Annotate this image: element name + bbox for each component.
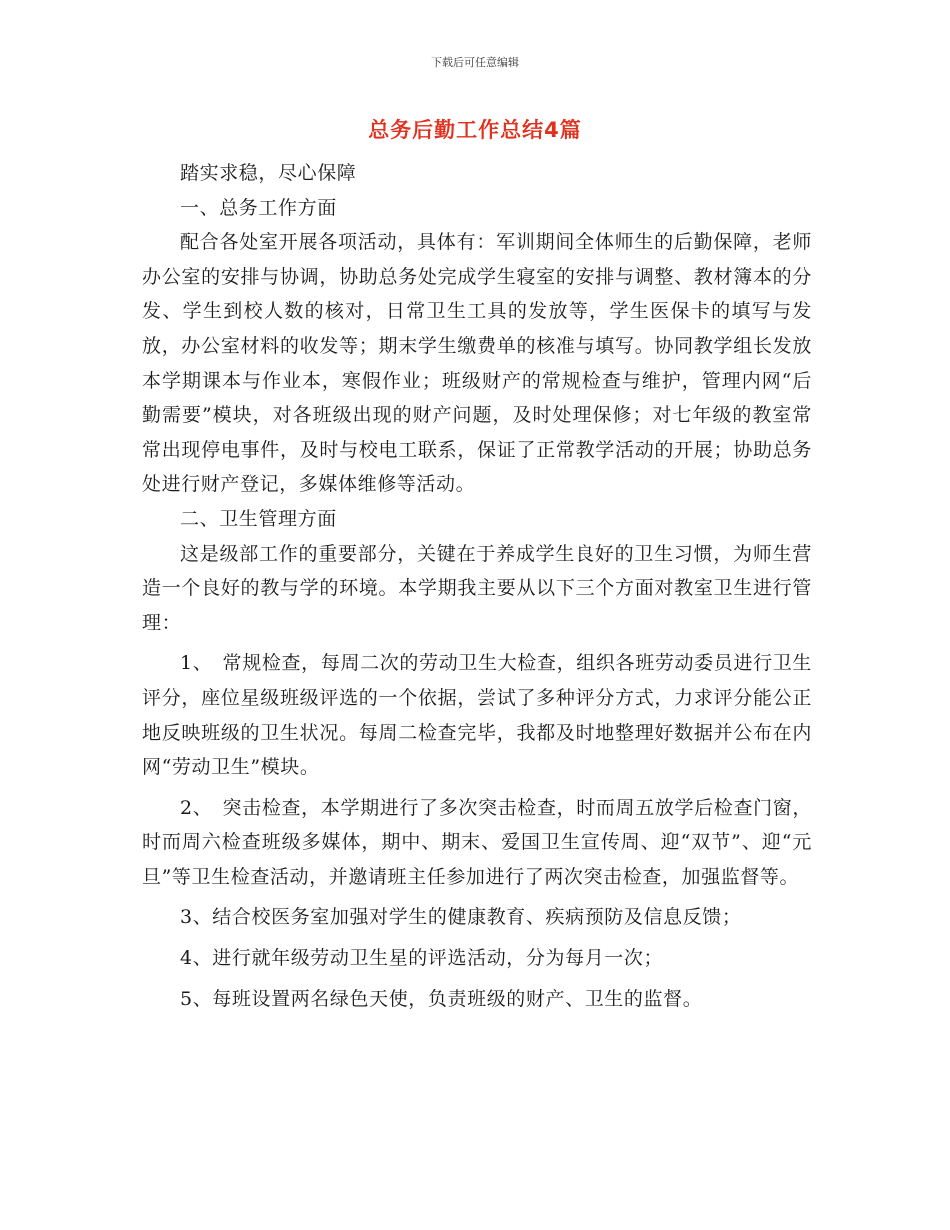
list-item-surprise-check: 2、 突击检查，本学期进行了多次突击检查，时而周五放学后检查门窗，时而周六检查班级多媒体，期中、期末、爱国卫生宣传周、迎“双节”、迎“元旦”等卫生检查活动，并邀请班主任参加进行了两次突击检查，加强监督等。 [142,796,812,888]
paragraph-general-affairs: 配合各处室开展各项活动，具体有：军训期间全体师生的后勤保障，老师办公室的安排与协调，协助总务处完成学生寝室的安排与调整、教材簿本的分发、学生到校人数的核对，日常卫生工具的发放等，学生医保卡的填写与发放，办公室材料的收发等；期末学生缴费单的核准与填写。协同教学组长发放本学期课本与作业本，寒假作业；班级财产的常规检查与维护，管理内网“后勤需要”模块，对各班级出现的财产问题，及时处理保修；对七年级的教室常常出现停电事件，及时与校电工联系，保证了正常教学活动的开展；协助总务处进行财产登记，多媒体维修等活动。 [142,231,812,496]
header-note: 下载后可任意编辑 [431,56,519,69]
document-title: 总务后勤工作总结4篇 [368,118,582,142]
section-heading-hygiene: 二、卫生管理方面 [180,507,337,530]
paragraph-hygiene-intro: 这是级部工作的重要部分，关键在于养成学生良好的卫生习惯，为师生营造一个良好的教与学的环境。本学期我主要从以下三个方面对教室卫生进行管理： [142,542,812,634]
list-item-routine-check: 1、 常规检查，每周二次的劳动卫生大检查，组织各班劳动委员进行卫生评分，座位星级班级评选的一个依据，尝试了多种评分方式，力求评分能公正地反映班级的卫生状况。每周二检查完毕，我都及时地整理好数据并公布在内网“劳动卫生”模块。 [142,652,812,779]
list-item-hygiene-star: 4、进行就年级劳动卫生星的评选活动，分为每月一次； [180,947,664,970]
list-item-green-angels: 5、每班设置两名绿色天使，负责班级的财产、卫生的监督。 [180,987,703,1010]
document-body [142,156,812,1016]
paragraph-subtitle: 踏实求稳，尽心保障 [180,162,357,184]
section-heading-general-affairs: 一、总务工作方面 [180,196,337,219]
list-item-health-education: 3、结合校医务室加强对学生的健康教育、疾病预防及信息反馈； [180,906,742,929]
